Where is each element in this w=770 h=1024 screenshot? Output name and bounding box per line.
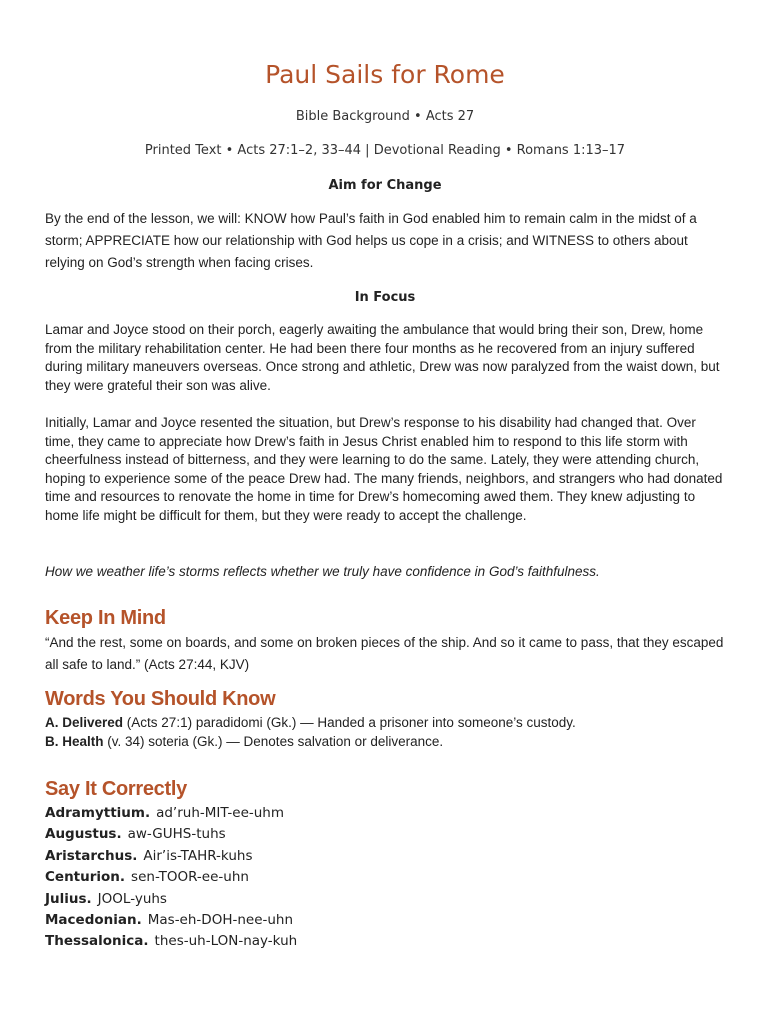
pronunciation-item (45, 931, 297, 952)
word-item (45, 715, 576, 730)
pronunciation-item (45, 867, 297, 888)
word-definition: (Acts 27:1) paradidomi (Gk.) — Handed a prisoner into someone’s custody. (123, 715, 576, 730)
focus-heading: In Focus (354, 290, 416, 305)
word-definition: (v. 34) soteria (Gk.) — Denotes salvation or deliverance. (103, 734, 444, 749)
words-heading: Words You Should Know (45, 688, 276, 710)
focus-paragraph-1: Lamar and Joyce stood on their porch, eagerly awaiting the ambulance that would bring their son, Drew, home from the military rehabilitation center. He had been there four months as he recovered from an injury suffered during military maneuvers overseas. Once strong and athletic, Drew was now paralyzed from the waist down, but they were grateful their son was alive. (45, 322, 720, 393)
word-term: A. Delivered (45, 715, 124, 730)
aim-heading: Aim for Change (328, 178, 442, 193)
pronunciation-item (45, 910, 297, 931)
pronunciation-term: Aristarchus. (45, 847, 138, 864)
printed-text-line: Printed Text • Acts 27:1–2, 33–44 | Devotional Reading • Romans 1:13–17 (144, 143, 626, 158)
pronunciation-guide: aw-GUHS-tuhs (127, 826, 226, 843)
pronunciation-guide: Air’is-TAHR-kuhs (143, 847, 253, 864)
pronunciation-guide: thes-uh-LON-nay-kuh (154, 933, 298, 950)
page-title: Paul Sails for Rome (265, 60, 505, 89)
pronunciation-guide: sen-TOOR-ee-uhn (131, 869, 249, 886)
pronunciation-guide: Mas-eh-DOH-nee-uhn (147, 911, 294, 928)
pronunciation-guide: ad’ruh-MIT-ee-uhm (156, 805, 285, 821)
pronunciation-term: Adramyttium. (45, 805, 151, 821)
pronunciation-guide: JOOL-yuhs (97, 890, 167, 907)
keep-in-mind-heading: Keep In Mind (45, 607, 166, 629)
pronunciation-item (45, 889, 297, 910)
pronunciation-term: Thessalonica. (45, 933, 149, 950)
pronunciation-term: Centurion. (45, 869, 126, 886)
pronunciation-list (45, 803, 297, 953)
pronunciation-item (45, 803, 297, 824)
bible-background: Bible Background • Acts 27 (295, 109, 475, 124)
word-term: B. Health (45, 734, 104, 749)
pronunciation-term: Julius. (45, 890, 92, 907)
keep-in-mind-text: “And the rest, some on boards, and some on broken pieces of the ship. And so it came to pass, that they escaped all safe to land.” (Acts 27:44, KJV) (45, 635, 724, 672)
word-item (45, 734, 443, 749)
say-it-heading: Say It Correctly (45, 778, 187, 800)
focus-paragraph-2: Initially, Lamar and Joyce resented the situation, but Drew’s response to his disability had changed that. Over time, they came to appreciate how Drew’s faith in Jesus Christ enabled him to respond to this life storm with cheerfulness instead of bitterness, and they were learning to do the same. Lately, they were attending church, hoping to experience some of the peace Drew had. The many friends, neighbors, and strangers who had donated time and resources to renovate the home in time for Drew’s homecoming awed them. They knew adjusting to home life might be difficult for them, but they were ready to accept the challenge. (45, 415, 723, 523)
focus-closing: How we weather life’s storms reflects whether we truly have confidence in God’s faithfulness. (45, 564, 600, 579)
pronunciation-item (45, 846, 297, 867)
pronunciation-item (45, 824, 297, 845)
pronunciation-term: Macedonian. (45, 911, 142, 928)
pronunciation-term: Augustus. (45, 826, 122, 843)
aim-text: By the end of the lesson, we will: KNOW how Paul’s faith in God enabled him to remain calm in the midst of a storm; APPRECIATE how our relationship with God helps us cope in a crisis; and WITNESS to others about relying on God’s strength when facing crises. (45, 211, 697, 270)
